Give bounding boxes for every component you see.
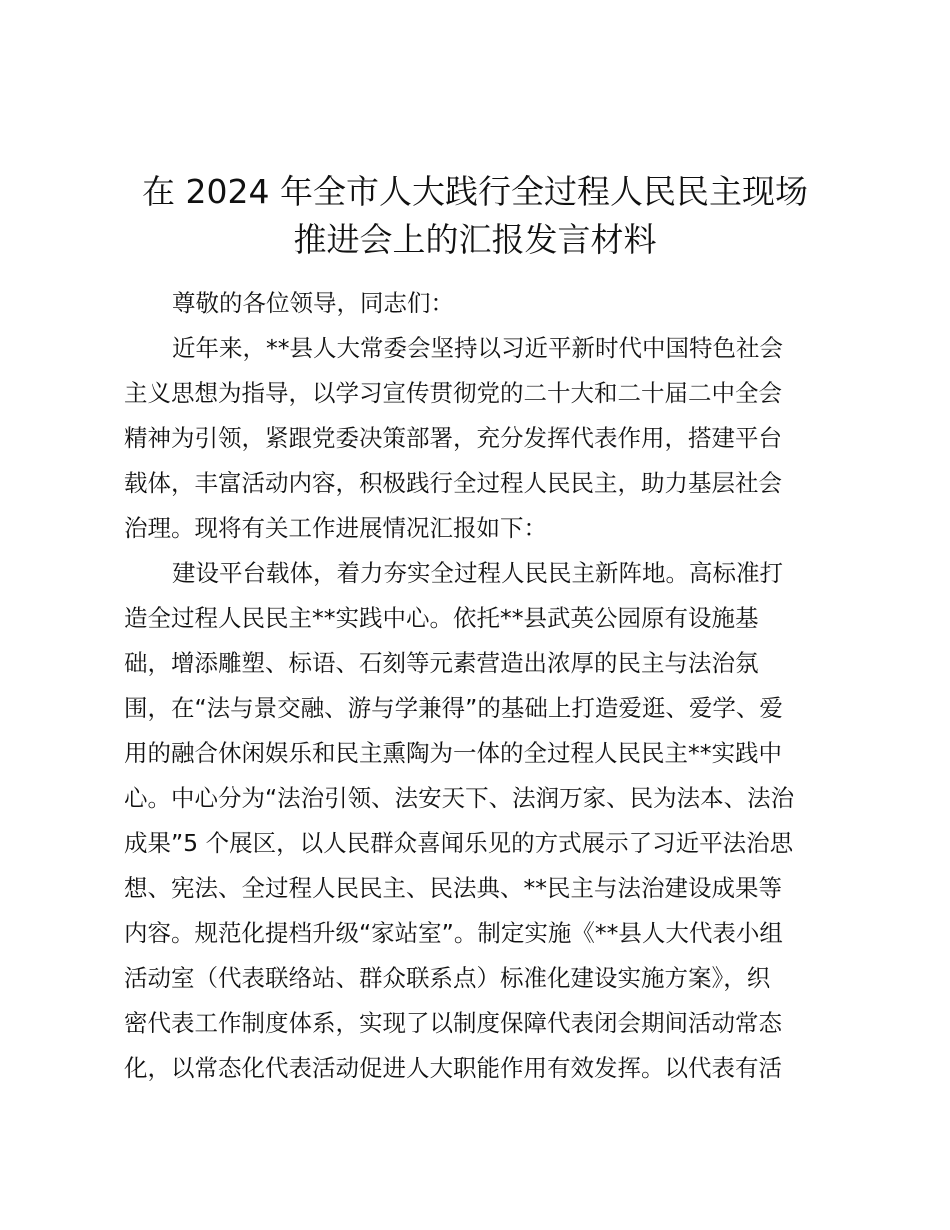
paragraph-line: 精神为引领，紧跟党委决策部署，充分发挥代表作用，搭建平台: [124, 424, 782, 452]
paragraph-line: 础，增添雕塑、标语、石刻等元素营造出浓厚的民主与法治氛: [124, 649, 759, 677]
paragraph-line: 主义思想为指导，以学习宣传贯彻党的二十大和二十届二中全会: [124, 379, 782, 407]
paragraph-line: 化，以常态化代表活动促进人大职能作用有效发挥。以代表有活: [124, 1054, 782, 1082]
paragraph-line: 活动室（代表联络站、群众联系点）标准化建设实施方案》，织: [124, 964, 771, 992]
paragraph-line: 建设平台载体，着力夯实全过程人民民主新阵地。高标准打: [172, 559, 783, 587]
title-line: 推进会上的汇报发言材料: [293, 220, 657, 259]
paragraph-line: 成果”5 个展区，以人民群众喜闻乐见的方式展示了习近平法治思: [124, 829, 794, 857]
paragraph-line: 想、宪法、全过程人民民主、民法典、**民主与法治建设成果等: [124, 874, 782, 902]
paragraph-line: 密代表工作制度体系，实现了以制度保障代表闭会期间活动常态: [124, 1009, 782, 1037]
paragraph-line: 内容。规范化提档升级“家站室”。制定实施《**县人大代表小组: [124, 919, 783, 947]
salutation: 尊敬的各位领导，同志们：: [172, 289, 454, 317]
paragraph-line: 造全过程人民民主**实践中心。依托**县武英公园原有设施基: [124, 604, 759, 632]
document-body: [124, 281, 844, 1091]
paragraph-line: 近年来，**县人大常委会坚持以习近平新时代中国特色社会: [172, 334, 783, 362]
title-line: 在 2024 年全市人大践行全过程人民民主现场: [142, 172, 808, 211]
paragraph-line: 用的融合休闲娱乐和民主熏陶为一体的全过程人民民主**实践中: [124, 739, 782, 767]
document-title: [100, 168, 850, 264]
paragraph-line: 围，在“法与景交融、游与学兼得”的基础上打造爱逛、爱学、爱: [124, 694, 783, 722]
paragraph-line: 载体，丰富活动内容，积极践行全过程人民民主，助力基层社会: [124, 469, 782, 497]
paragraph-line: 治理。现将有关工作进展情况汇报如下：: [124, 514, 547, 542]
paragraph-line: 心。中心分为“法治引领、法安天下、法润万家、民为法本、法治: [124, 784, 795, 812]
